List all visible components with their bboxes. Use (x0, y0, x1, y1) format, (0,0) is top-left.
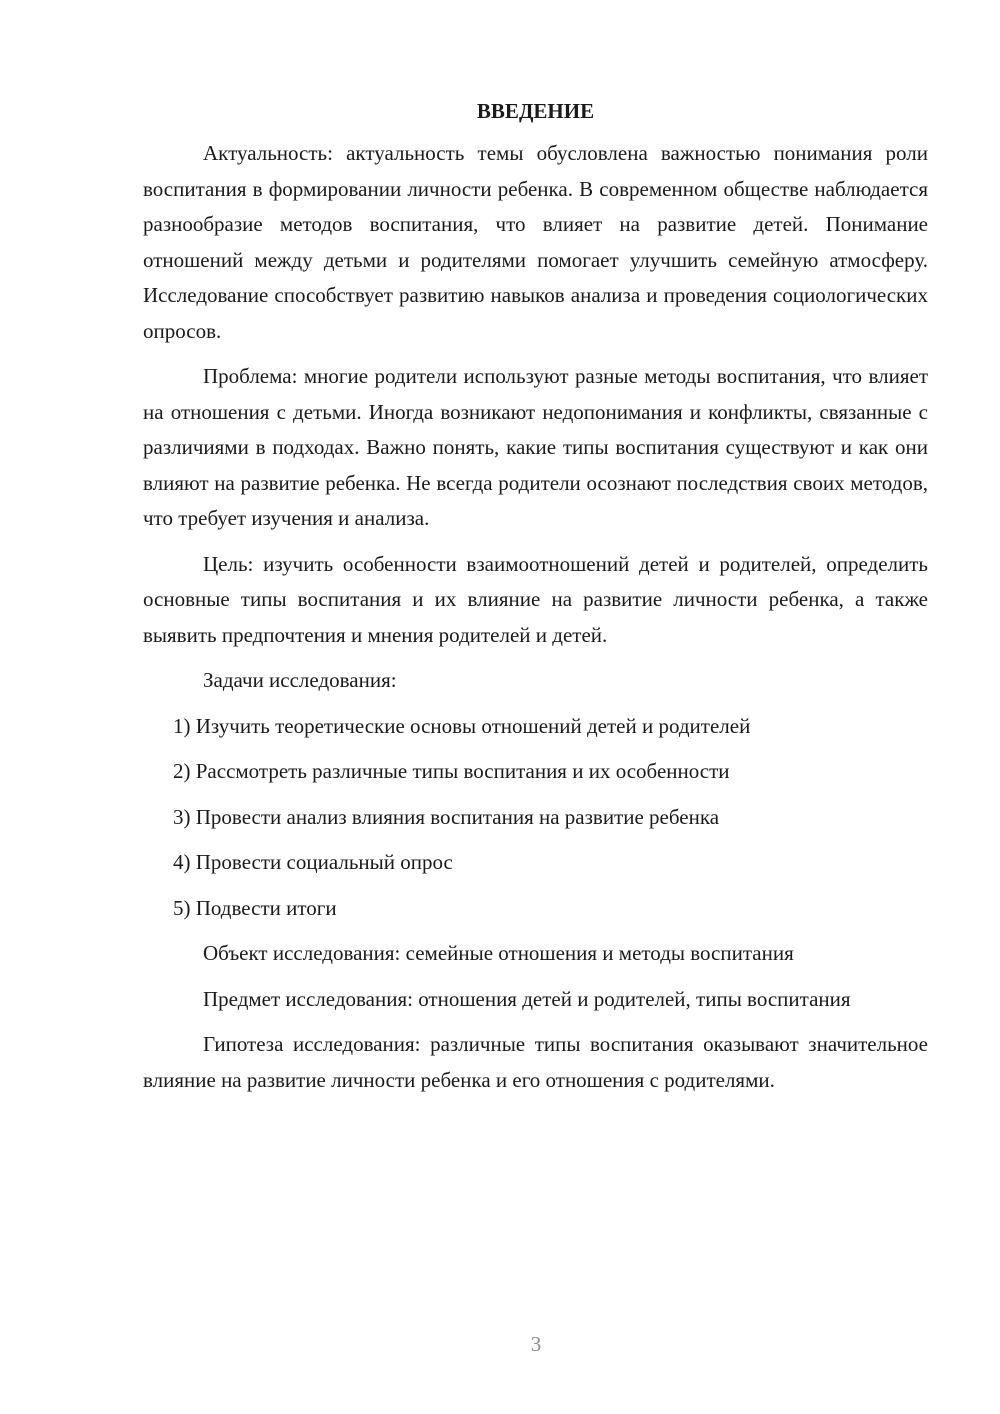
tasks-heading: Задачи исследования: (203, 668, 397, 692)
list-item: 1) Изучить теоретические основы отношений детей и родителей (173, 713, 751, 738)
hypothesis-paragraph: Гипотеза исследования: различные типы воспитания оказывают значительное влияние на развитие личности ребенка и его отношения с родителями. (143, 1032, 928, 1092)
page-title: ВВЕДЕНИЕ (476, 99, 595, 123)
problem-paragraph: Проблема: многие родители используют разные методы воспитания, что влияет на отношения с детьми. Иногда возникают недопонимания и конфликты, связанные с различиями в подходах. Важно понять, какие типы воспитания существуют и как они влияют на развитие ребенка. Не всегда родители осознают последствия своих методов, что требует изучения и анализа. (143, 364, 928, 530)
list-item: 2) Рассмотреть различные типы воспитания и их особенности (173, 759, 730, 783)
goal-paragraph: Цель: изучить особенности взаимоотношений детей и родителей, определить основные типы воспитания и их влияние на развитие личности ребенка, а также выявить предпочтения и мнения родителей и детей. (143, 551, 928, 647)
tasks-list (143, 709, 928, 927)
list-item: 4) Провести социальный опрос (173, 850, 453, 874)
object-paragraph: Объект исследования: семейные отношения и методы воспитания (203, 941, 794, 965)
subject-paragraph: Предмет исследования: отношения детей и родителей, типы воспитания (203, 986, 851, 1011)
list-item: 3) Провести анализ влияния воспитания на развитие ребенка (173, 804, 720, 829)
list-item: 5) Подвести итоги (173, 895, 337, 920)
document-page (143, 96, 928, 1108)
page-number: 3 (530, 1332, 542, 1356)
relevance-paragraph: Актуальность: актуальность темы обусловлена важностью понимания роли воспитания в формировании личности ребенка. В современном обществе наблюдается разнообразие методов воспитания, что влияет на развитие детей. Понимание отношений между детьми и родителями помогает улучшить семейную атмосферу. Исследование способствует развитию навыков анализа и проведения социологических опросов. (143, 141, 928, 343)
